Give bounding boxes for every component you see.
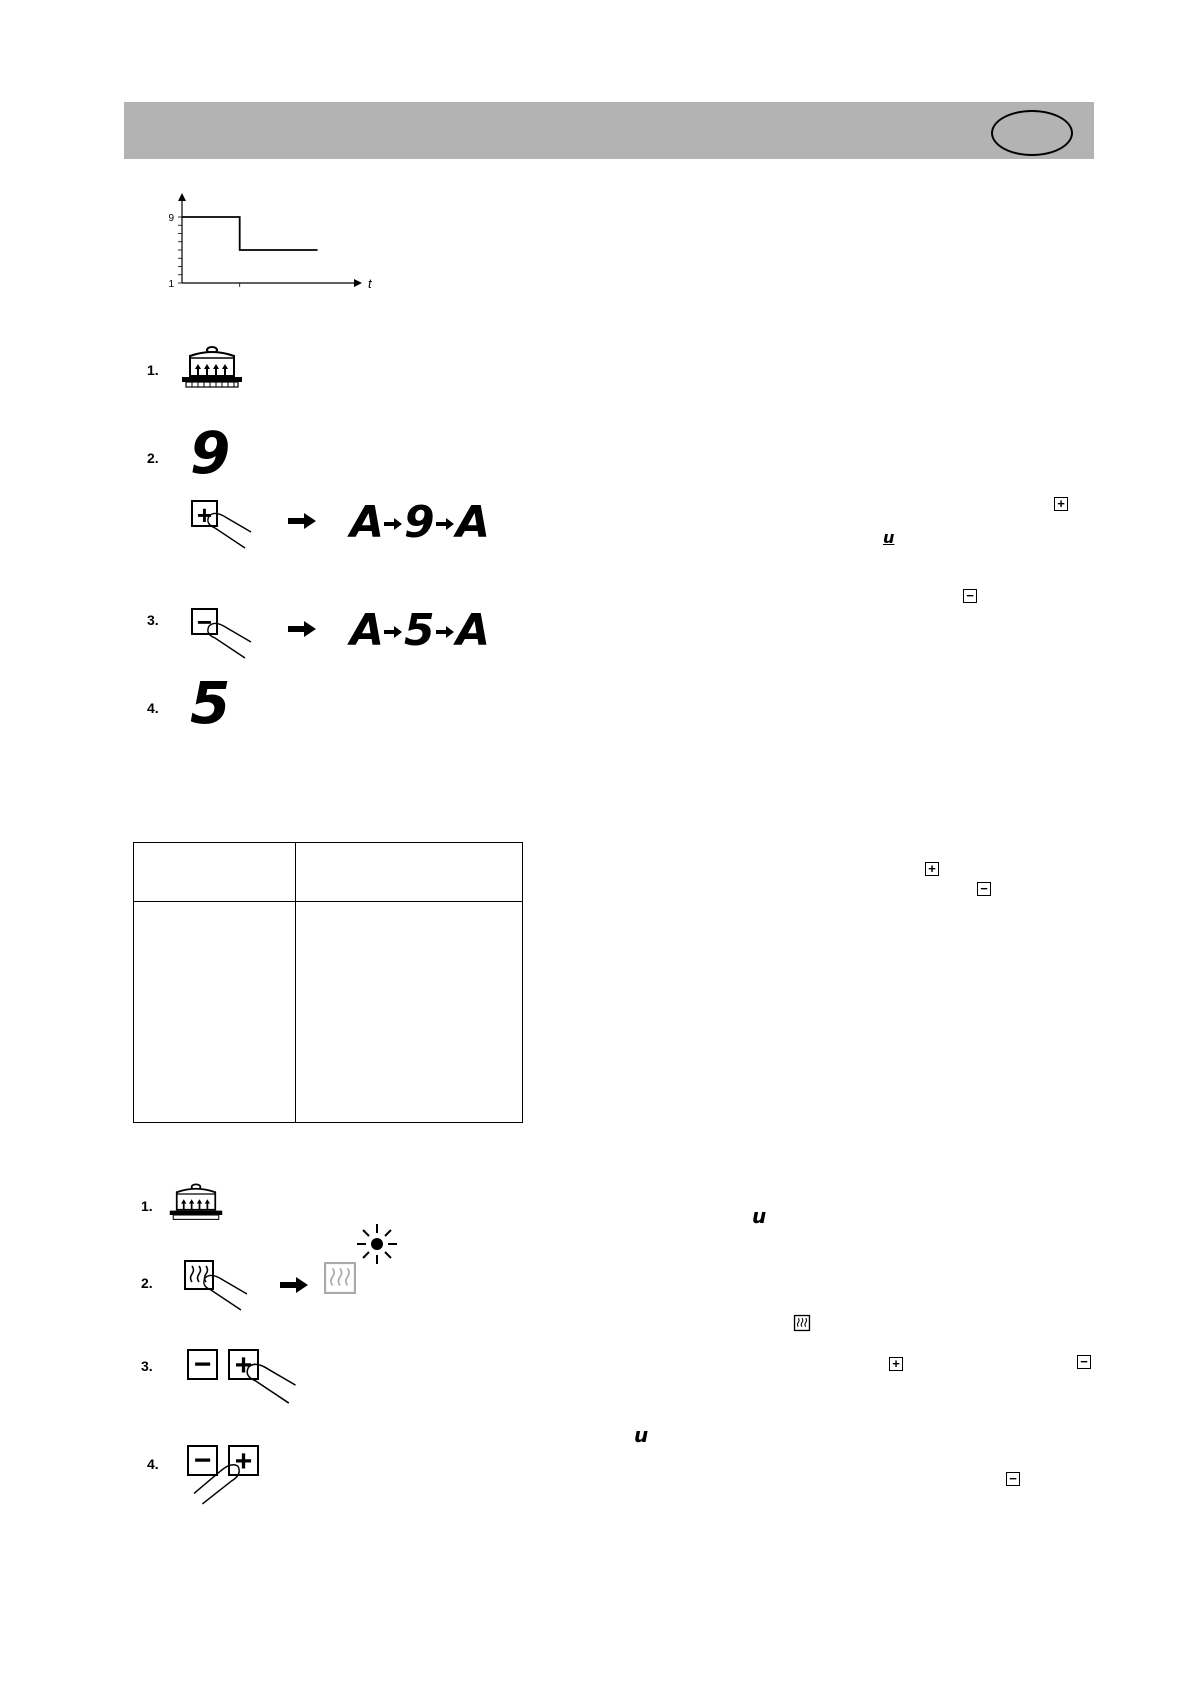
small-arrow-icon xyxy=(384,626,402,638)
plus-key-icon: + xyxy=(889,1357,903,1371)
flashing-light-icon xyxy=(355,1222,399,1266)
finger-icon xyxy=(198,1272,254,1314)
arrow-icon xyxy=(288,620,318,638)
table-divider xyxy=(295,843,296,1122)
x-axis-label: t xyxy=(368,276,372,291)
y-tick-label: 1 xyxy=(168,279,174,290)
display-char: A xyxy=(350,497,385,548)
plus-key-icon[interactable]: + xyxy=(228,1349,259,1380)
plus-key-icon[interactable]: + xyxy=(191,500,218,527)
small-arrow-icon xyxy=(384,518,402,530)
finger-icon xyxy=(183,1462,249,1506)
plus-key-icon: + xyxy=(925,862,939,876)
display-char: A xyxy=(456,497,491,548)
finger-icon xyxy=(205,510,255,552)
keep-warm-icon xyxy=(324,1262,356,1294)
minus-key-icon[interactable]: − xyxy=(187,1349,218,1380)
minus-key-icon: − xyxy=(1006,1472,1020,1486)
display-char: A xyxy=(350,605,385,656)
plus-key-icon[interactable]: + xyxy=(228,1445,259,1476)
display-digit: 9 xyxy=(190,419,231,487)
display-char: 5 xyxy=(404,605,435,656)
residual-heat-symbol: u xyxy=(752,1204,767,1228)
display-digit: 5 xyxy=(190,669,231,737)
step-number: 2. xyxy=(141,1275,153,1291)
pot-icon xyxy=(168,1180,224,1222)
table-header-divider xyxy=(134,901,522,902)
y-tick-label: 9 xyxy=(168,213,174,224)
residual-heat-symbol: u xyxy=(883,528,895,547)
power-level-chart xyxy=(150,195,380,295)
display-char: 9 xyxy=(404,497,435,548)
step-number: 3. xyxy=(147,612,159,628)
finger-icon xyxy=(244,1360,300,1408)
minus-key-icon: − xyxy=(963,589,977,603)
display-sequence xyxy=(350,497,384,548)
x-axis-arrow xyxy=(354,279,362,287)
power-table xyxy=(133,842,523,1123)
small-arrow-icon xyxy=(436,626,454,638)
arrow-icon xyxy=(288,512,318,530)
plus-key-icon: + xyxy=(1054,497,1068,511)
small-arrow-icon xyxy=(436,518,454,530)
display-char: A xyxy=(456,605,491,656)
step-number: 1. xyxy=(147,362,159,378)
minus-key-icon: − xyxy=(977,882,991,896)
y-axis-arrow xyxy=(178,193,186,201)
step-number: 2. xyxy=(147,450,159,466)
step-number: 3. xyxy=(141,1358,153,1374)
header-bar xyxy=(124,102,1094,159)
minus-key-icon: − xyxy=(1077,1355,1091,1369)
step-number: 4. xyxy=(147,700,159,716)
minus-key-icon[interactable]: − xyxy=(191,608,218,635)
step-number: 1. xyxy=(141,1198,153,1214)
minus-key-icon[interactable]: − xyxy=(187,1445,218,1476)
residual-heat-symbol: u xyxy=(634,1423,649,1447)
keep-warm-icon xyxy=(794,1315,810,1331)
language-badge-oval xyxy=(991,110,1073,156)
series-line xyxy=(182,217,318,250)
step-number: 4. xyxy=(147,1456,159,1472)
arrow-icon xyxy=(280,1276,310,1294)
pot-icon xyxy=(180,342,244,390)
finger-icon xyxy=(205,620,255,662)
